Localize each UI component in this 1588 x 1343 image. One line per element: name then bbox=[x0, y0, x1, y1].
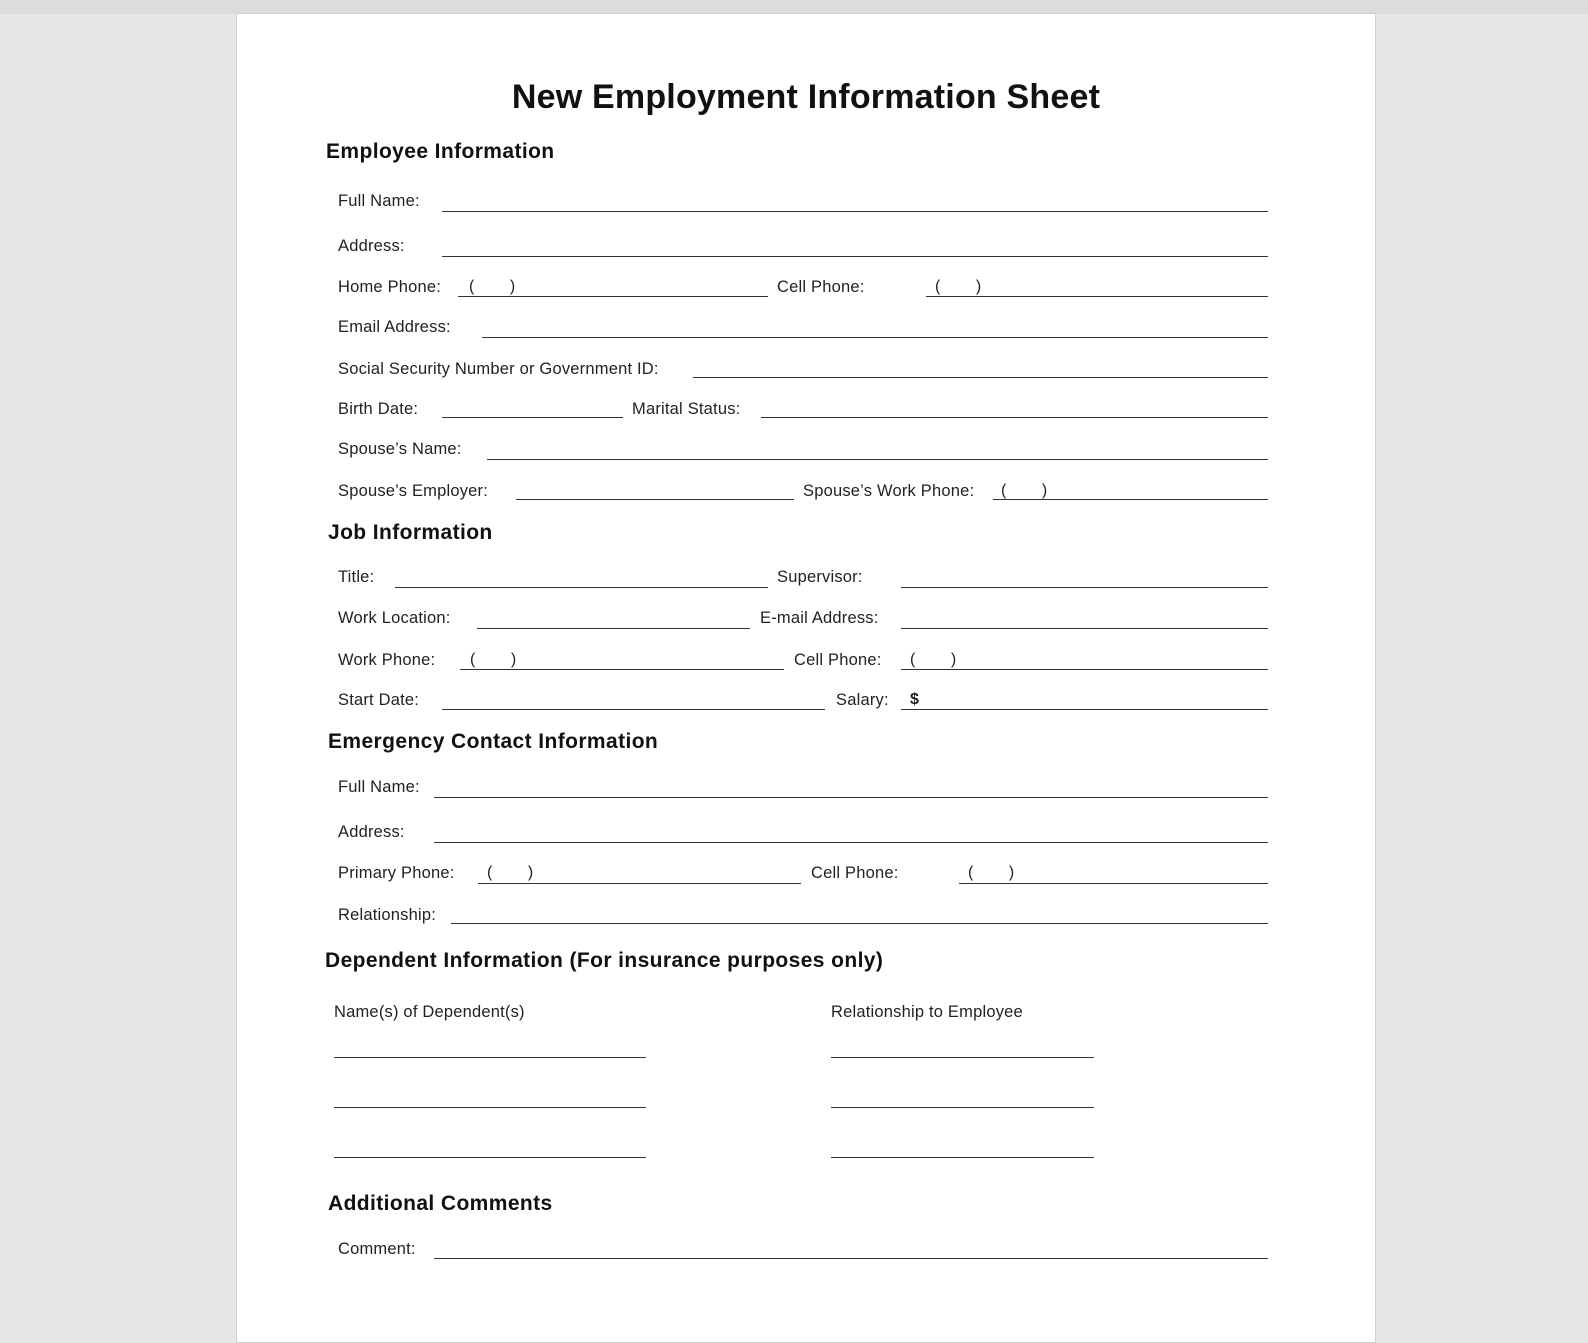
employee-marital-status-field[interactable] bbox=[761, 417, 1268, 418]
employee-ssn-label: Social Security Number or Government ID: bbox=[338, 360, 659, 378]
job-work-phone-label: Work Phone: bbox=[338, 651, 436, 669]
spouse-employer-label: Spouse’s Employer: bbox=[338, 482, 489, 500]
emergency-primary-phone-field[interactable] bbox=[478, 883, 801, 884]
job-email-field[interactable] bbox=[901, 628, 1268, 629]
employee-address-label: Address: bbox=[338, 237, 405, 255]
dependent-relationship-field-1[interactable] bbox=[831, 1057, 1094, 1058]
dependent-name-field-2[interactable] bbox=[334, 1107, 646, 1108]
work-phone-area-code: ( ) bbox=[470, 651, 517, 668]
emergency-address-label: Address: bbox=[338, 823, 405, 841]
job-salary-label: Salary: bbox=[836, 691, 889, 709]
comment-label: Comment: bbox=[338, 1240, 416, 1258]
employee-cell-phone-label: Cell Phone: bbox=[777, 278, 865, 296]
employee-email-field[interactable] bbox=[482, 337, 1268, 338]
spouse-work-phone-area-code: ( ) bbox=[1001, 482, 1048, 499]
employee-birth-date-field[interactable] bbox=[442, 417, 623, 418]
job-start-date-label: Start Date: bbox=[338, 691, 420, 709]
employee-ssn-field[interactable] bbox=[693, 377, 1268, 378]
job-cell-phone-field[interactable] bbox=[901, 669, 1268, 670]
emergency-cell-phone-area-code: ( ) bbox=[968, 864, 1015, 881]
section-dependent-information: Dependent Information (For insurance purposes only) bbox=[325, 949, 884, 972]
job-work-location-label: Work Location: bbox=[338, 609, 451, 627]
job-title-label: Title: bbox=[338, 568, 375, 586]
employee-home-phone-label: Home Phone: bbox=[338, 278, 442, 296]
section-employee-information: Employee Information bbox=[326, 140, 555, 163]
job-supervisor-label: Supervisor: bbox=[777, 568, 863, 586]
emergency-full-name-label: Full Name: bbox=[338, 778, 420, 796]
emergency-cell-phone-label: Cell Phone: bbox=[811, 864, 899, 882]
job-cell-phone-label: Cell Phone: bbox=[794, 651, 882, 669]
document-page bbox=[236, 13, 1376, 1343]
spouse-work-phone-field[interactable] bbox=[993, 499, 1268, 500]
job-start-date-field[interactable] bbox=[442, 709, 825, 710]
employee-home-phone-field[interactable] bbox=[458, 296, 768, 297]
job-cell-phone-area-code: ( ) bbox=[910, 651, 957, 668]
employee-email-label: Email Address: bbox=[338, 318, 451, 336]
emergency-address-field[interactable] bbox=[434, 842, 1268, 843]
job-email-label: E-mail Address: bbox=[760, 609, 879, 627]
employee-cell-phone-field[interactable] bbox=[926, 296, 1268, 297]
primary-phone-area-code: ( ) bbox=[487, 864, 534, 881]
spouse-employer-field[interactable] bbox=[516, 499, 794, 500]
job-title-field[interactable] bbox=[395, 587, 768, 588]
employee-full-name-field[interactable] bbox=[442, 211, 1268, 212]
dependent-relationship-field-2[interactable] bbox=[831, 1107, 1094, 1108]
salary-currency-symbol: $ bbox=[910, 691, 919, 708]
employee-full-name-label: Full Name: bbox=[338, 192, 420, 210]
page-title: New Employment Information Sheet bbox=[511, 78, 1101, 116]
comment-field[interactable] bbox=[434, 1258, 1268, 1259]
emergency-cell-phone-field[interactable] bbox=[959, 883, 1268, 884]
spouse-name-label: Spouse’s Name: bbox=[338, 440, 462, 458]
section-job-information: Job Information bbox=[328, 521, 493, 544]
spouse-name-field[interactable] bbox=[487, 459, 1268, 460]
employee-address-field[interactable] bbox=[442, 256, 1268, 257]
job-work-phone-field[interactable] bbox=[460, 669, 784, 670]
emergency-primary-phone-label: Primary Phone: bbox=[338, 864, 455, 882]
cell-phone-area-code: ( ) bbox=[935, 278, 982, 295]
dependents-names-header: Name(s) of Dependent(s) bbox=[334, 1003, 525, 1021]
emergency-full-name-field[interactable] bbox=[434, 797, 1268, 798]
spouse-work-phone-label: Spouse’s Work Phone: bbox=[803, 482, 975, 500]
viewer-top-bar bbox=[0, 0, 1588, 14]
dependent-name-field-1[interactable] bbox=[334, 1057, 646, 1058]
job-salary-field[interactable] bbox=[901, 709, 1268, 710]
emergency-relationship-label: Relationship: bbox=[338, 906, 436, 924]
employee-marital-status-label: Marital Status: bbox=[632, 400, 741, 418]
employee-birth-date-label: Birth Date: bbox=[338, 400, 419, 418]
emergency-relationship-field[interactable] bbox=[451, 923, 1268, 924]
section-emergency-contact: Emergency Contact Information bbox=[328, 730, 659, 753]
job-work-location-field[interactable] bbox=[477, 628, 750, 629]
section-additional-comments: Additional Comments bbox=[328, 1192, 553, 1215]
job-supervisor-field[interactable] bbox=[901, 587, 1268, 588]
dependents-relationship-header: Relationship to Employee bbox=[831, 1003, 1023, 1021]
home-phone-area-code: ( ) bbox=[469, 278, 516, 295]
dependent-name-field-3[interactable] bbox=[334, 1157, 646, 1158]
dependent-relationship-field-3[interactable] bbox=[831, 1157, 1094, 1158]
